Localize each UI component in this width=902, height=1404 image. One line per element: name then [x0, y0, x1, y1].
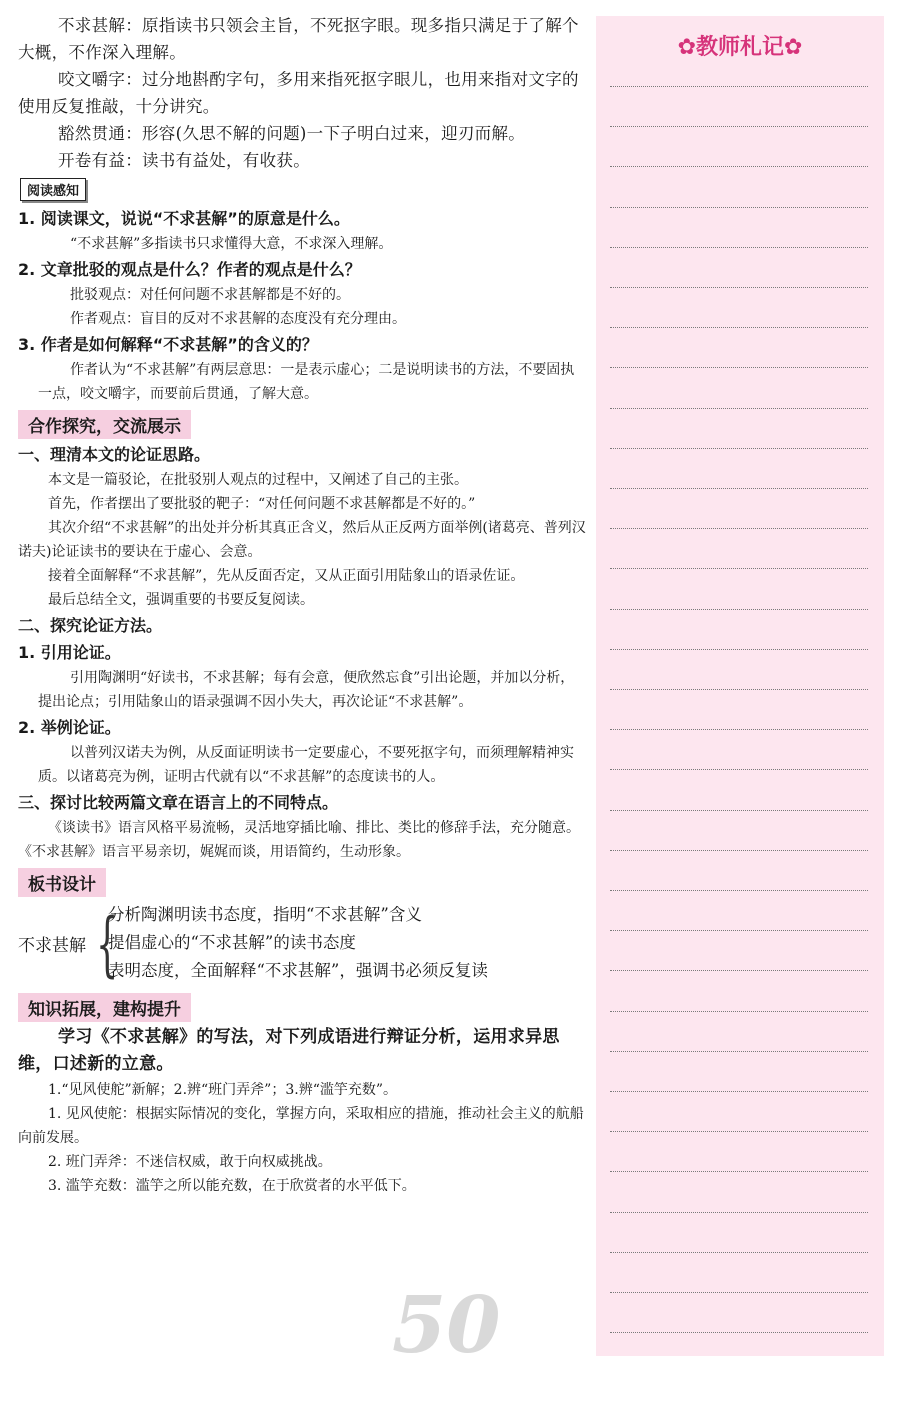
note-line — [610, 1131, 868, 1132]
note-line — [610, 86, 868, 87]
note-line — [610, 890, 868, 891]
main-content — [18, 12, 588, 1198]
note-line — [610, 126, 868, 127]
answer-2b: 作者观点：盲目的反对不求甚解的态度没有充分理由。 — [70, 311, 406, 327]
board-line-3: 表明态度，全面解释“不求甚解”，强调书必须反复读 — [108, 961, 488, 980]
note-line — [610, 1332, 868, 1333]
brace-icon: { — [96, 903, 119, 985]
note-line — [610, 689, 868, 690]
note-line — [610, 649, 868, 650]
coop-para-5: 最后总结全文，强调重要的书要反复阅读。 — [48, 592, 314, 608]
board-line-1: 分析陶渊明读书态度，指明“不求甚解”含义 — [108, 905, 422, 924]
coop-para-2: 首先，作者摆出了要批驳的靶子：“对任何问题不求甚解都是不好的。” — [48, 496, 476, 512]
intro-line-4: 开卷有益：读书有益处，有收获。 — [58, 151, 310, 170]
note-line — [610, 1292, 868, 1293]
answer-2a: 批驳观点：对任何问题不求甚解都是不好的。 — [70, 287, 350, 303]
ext-items: 1.“见风使舵”新解；2.辨“班门弄斧”；3.辨“滥竽充数”。 — [48, 1082, 398, 1098]
note-line — [610, 207, 868, 208]
note-line — [610, 528, 868, 529]
coop-para-4: 接着全面解释“不求甚解”，先从反面否定，又从正面引用陆象山的语录佐证。 — [48, 568, 525, 584]
ext-answer-3: 3. 滥竽充数：滥竽之所以能充数，在于欣赏者的水平低下。 — [48, 1178, 416, 1194]
note-line — [610, 166, 868, 167]
question-1: 1. 阅读课文，说说“不求甚解”的原意是什么。 — [18, 209, 350, 228]
board-design — [18, 901, 588, 987]
intro-line-2: 咬文嚼字：过分地斟酌字句，多用来指死抠字眼儿，也用来指对文字的使用反复推敲，十分讲究。 — [18, 70, 579, 116]
coop-para-1: 本文是一篇驳论，在批驳别人观点的过程中，又阐述了自己的主张。 — [48, 472, 468, 488]
question-3: 3. 作者是如何解释“不求甚解”的含义的？ — [18, 335, 318, 354]
section-board-title: 板书设计 — [18, 868, 106, 897]
reading-label: 阅读感知 — [20, 178, 86, 201]
note-line — [610, 970, 868, 971]
note-line — [610, 1051, 868, 1052]
board-lines — [108, 901, 488, 985]
note-line — [610, 1091, 868, 1092]
intro-line-1: 不求甚解：原指读书只领会主旨，不死抠字眼。现多指只满足于了解个大概，不作深入理解。 — [18, 16, 579, 62]
ext-answer-1: 1. 见风使舵：根据实际情况的变化，掌握方向，采取相应的措施，推动社会主义的航船向前发展。 — [18, 1106, 584, 1146]
note-line — [610, 568, 868, 569]
coop-heading-3: 三、探讨比较两篇文章在语言上的不同特点。 — [18, 793, 339, 812]
note-line — [610, 850, 868, 851]
note-line — [610, 488, 868, 489]
ext-answer-2: 2. 班门弄斧：不迷信权威，敢于向权威挑战。 — [48, 1154, 332, 1170]
note-line — [610, 769, 868, 770]
note-line — [610, 810, 868, 811]
coop-heading-1: 一、理清本文的论证思路。 — [18, 445, 211, 464]
section-ext-title: 知识拓展，建构提升 — [18, 993, 191, 1022]
coop-para-6: 《谈读书》语言风格平易流畅，灵活地穿插比喻、排比、类比的修辞手法，充分随意。《不求甚解》语言平易亲切，娓娓而谈，用语简约，生动形象。 — [18, 820, 580, 860]
page-number: 50 — [392, 1280, 501, 1371]
note-line — [610, 1171, 868, 1172]
note-line — [610, 609, 868, 610]
note-line — [610, 287, 868, 288]
question-2: 2. 文章批驳的观点是什么？作者的观点是什么？ — [18, 260, 361, 279]
note-line — [610, 1011, 868, 1012]
method-1: 1. 引用论证。 — [18, 643, 121, 662]
note-line — [610, 327, 868, 328]
answer-3: 作者认为“不求甚解”有两层意思：一是表示虚心；二是说明读书的方法，不要固执一点，咬文嚼字，而要前后贯通，了解大意。 — [38, 362, 575, 402]
coop-heading-2: 二、探究论证方法。 — [18, 616, 163, 635]
note-line — [610, 408, 868, 409]
answer-1: “不求甚解”多指读书只求懂得大意，不求深入理解。 — [70, 236, 393, 252]
section-coop-title: 合作探究，交流展示 — [18, 410, 191, 439]
sidebar-title: ✿教师札记✿ — [677, 35, 803, 60]
ext-task: 学习《不求甚解》的写法，对下列成语进行辩证分析，运用求异思维，口述新的立意。 — [18, 1027, 560, 1074]
note-line — [610, 930, 868, 931]
board-left-label: 不求甚解 — [18, 936, 86, 956]
note-line — [610, 448, 868, 449]
coop-para-3: 其次介绍“不求甚解”的出处并分析其真正含义，然后从正反两方面举例(诸葛亮、普列汉诺夫)论证读书的要诀在于虚心、会意。 — [18, 520, 586, 560]
board-line-2: 提倡虚心的“不求甚解”的读书态度 — [108, 933, 356, 952]
method-2-text: 以普列汉诺夫为例，从反面证明读书一定要虚心，不要死抠字句，而须理解精神实质。以诸葛亮为例，证明古代就有以“不求甚解”的态度读书的人。 — [38, 745, 574, 785]
method-2: 2. 举例论证。 — [18, 718, 121, 737]
method-1-text: 引用陶渊明“好读书，不求甚解；每有会意，便欣然忘食”引出论题，并加以分析，提出论点；引用陆象山的语录强调不因小失大，再次论证“不求甚解”。 — [38, 670, 575, 710]
intro-line-3: 豁然贯通：形容(久思不解的问题)一下子明白过来，迎刃而解。 — [58, 124, 526, 143]
note-line — [610, 367, 868, 368]
note-line — [610, 1212, 868, 1213]
note-line — [610, 247, 868, 248]
note-line — [610, 729, 868, 730]
note-line — [610, 1252, 868, 1253]
teacher-notes-sidebar — [596, 16, 884, 1356]
